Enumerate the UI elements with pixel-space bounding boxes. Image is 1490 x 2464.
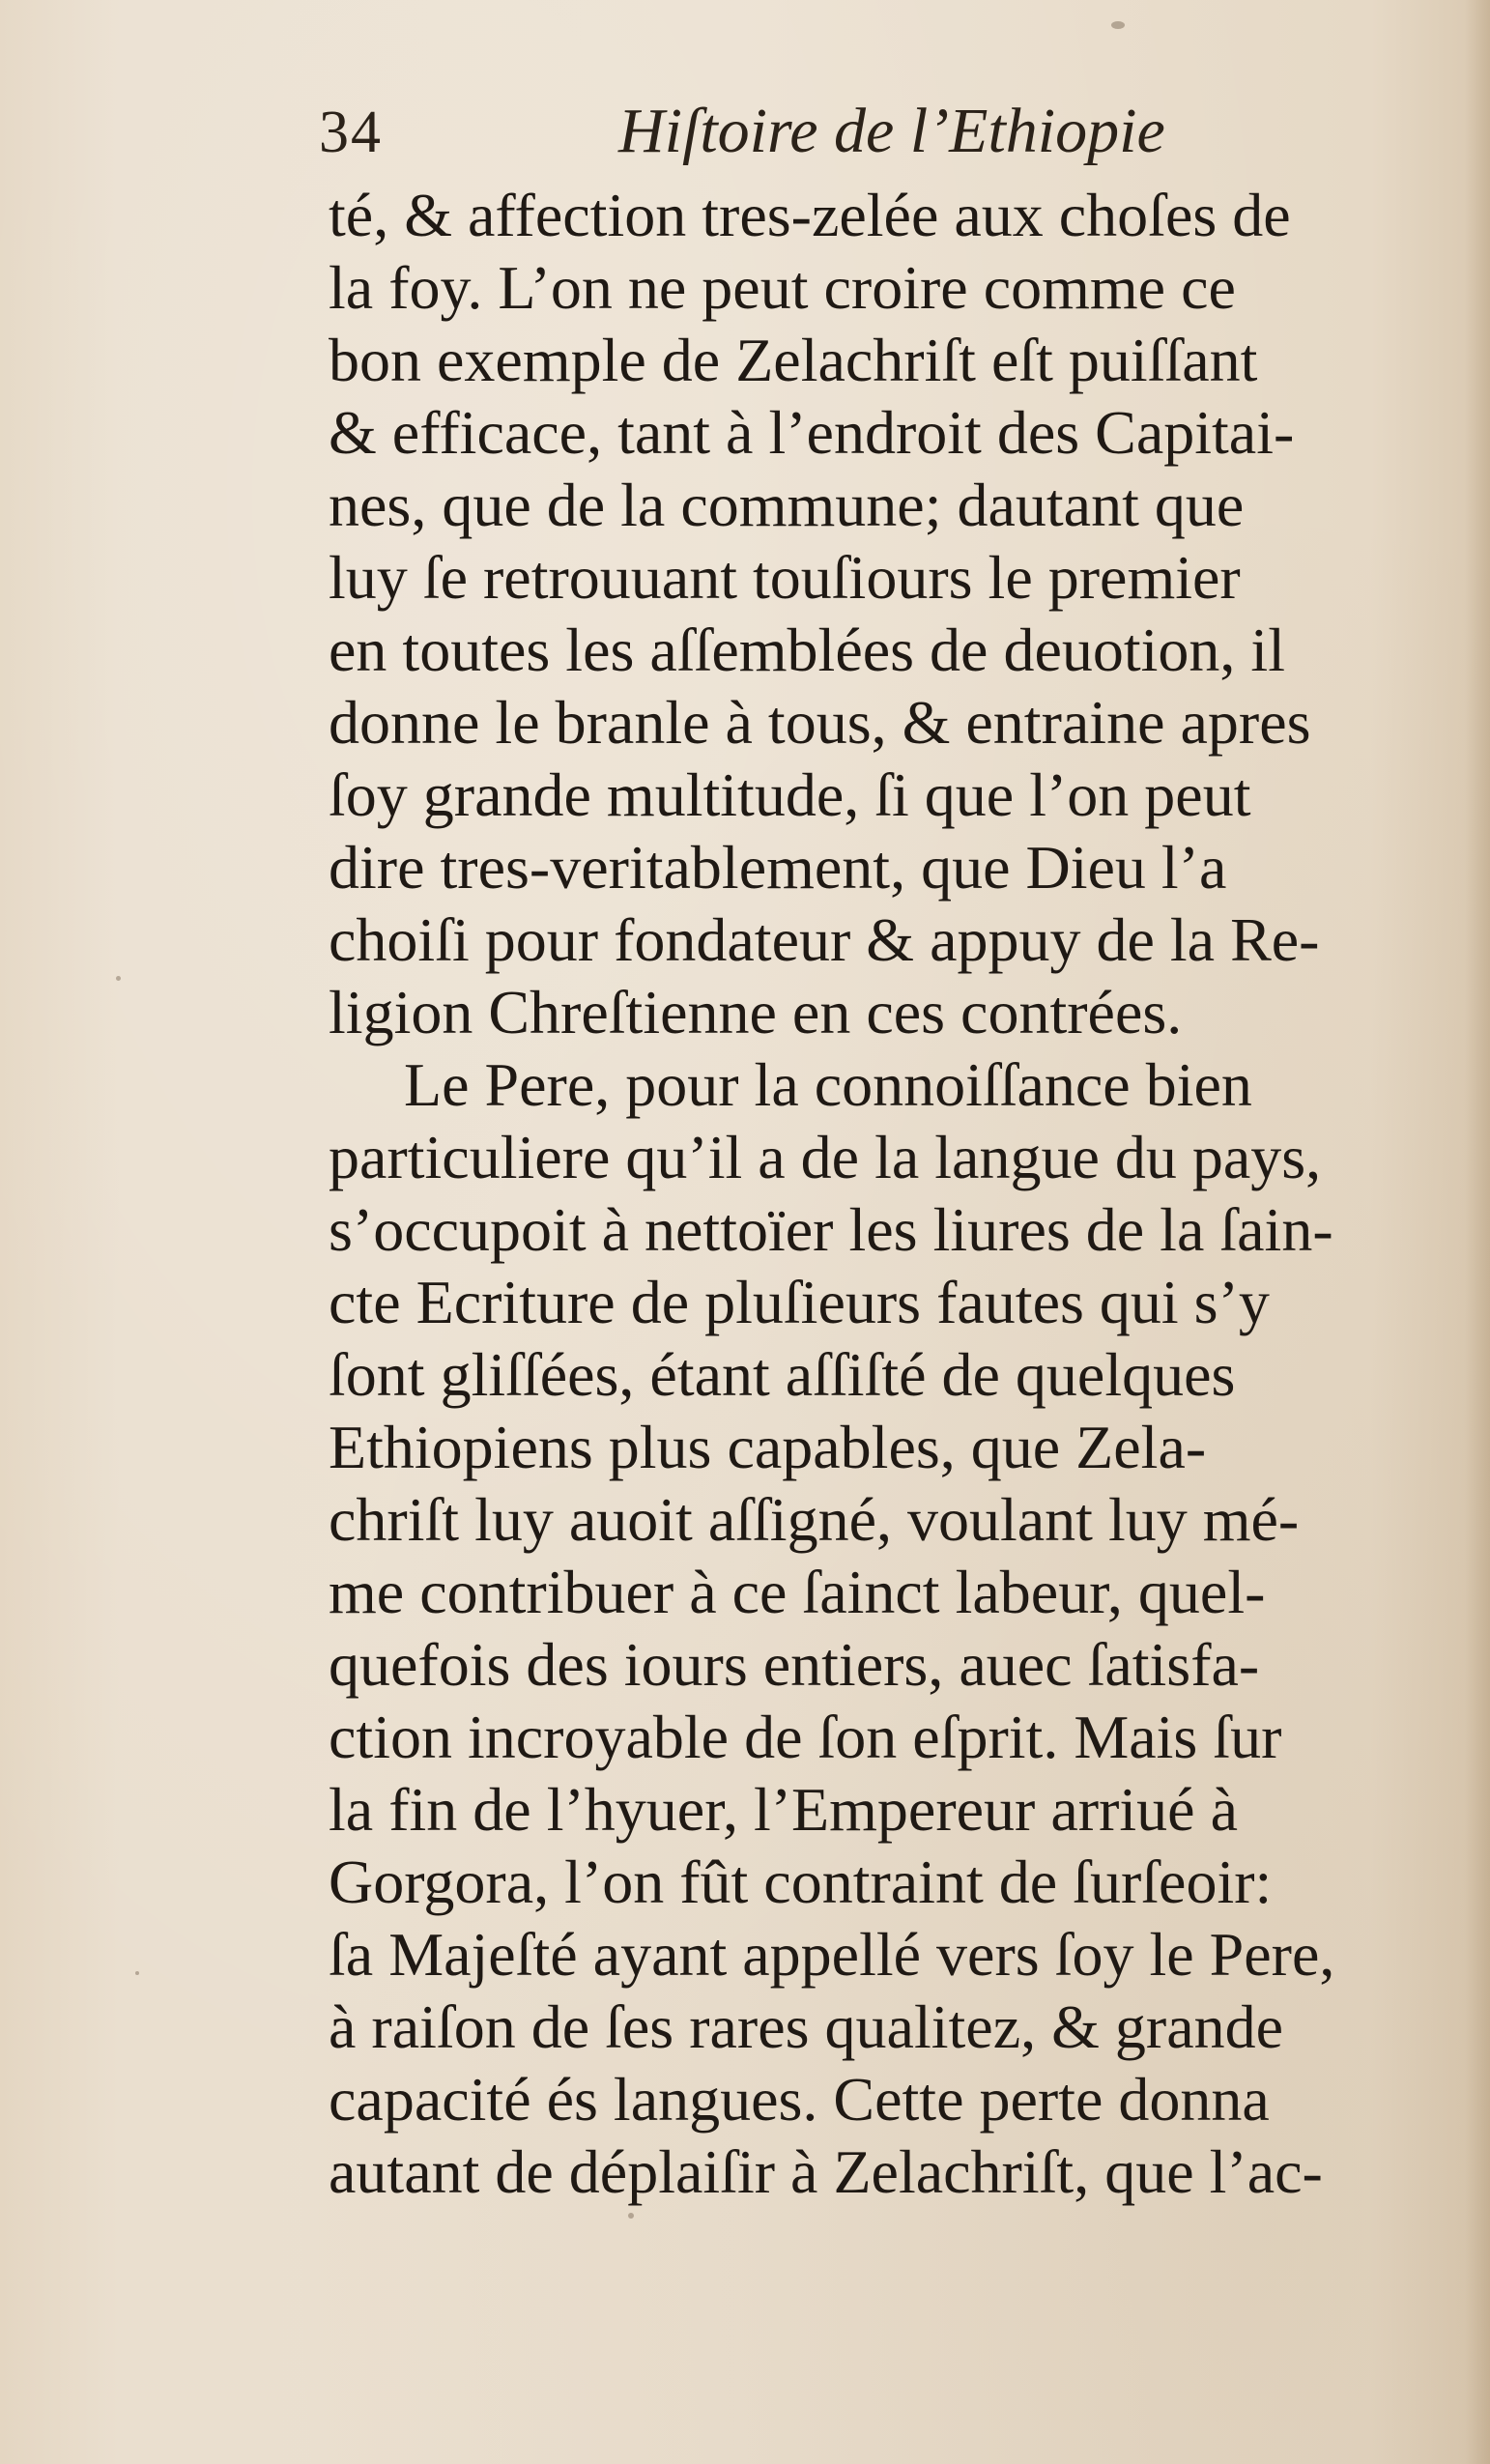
text-line: Ethiopiens plus capables, que Zela- xyxy=(329,1413,1207,1481)
text-line: ſa Majeſté ayant appellé vers ſoy le Pere, xyxy=(329,1920,1335,1989)
text-line: ſont gliſſées, étant aſſiſté de quelques xyxy=(329,1340,1236,1409)
text-line: luy ſe retrouuant touſiours le premier xyxy=(329,543,1241,612)
text-line: autant de déplaiſir à Zelachriſt, que l’ac- xyxy=(329,2137,1323,2206)
paper-speck xyxy=(135,1971,139,1975)
text-line: particuliere qu’il a de la langue du pays, xyxy=(329,1123,1322,1191)
page-number: 34 xyxy=(319,100,383,165)
paragraph-end-line: ligion Chreſtienne en ces contrées. xyxy=(329,978,1183,1046)
text-line: cte Ecriture de pluſieurs fautes qui s’y xyxy=(329,1268,1270,1336)
text-line: me contribuer à ce ſainct labeur, quel- xyxy=(329,1558,1266,1626)
body-text xyxy=(329,179,1335,2208)
text-line: nes, que de la commune; dautant que xyxy=(329,471,1245,539)
text-line: s’occupoit à nettoïer les liures de la ſain- xyxy=(329,1195,1333,1264)
text-line: té, & affection tres-zelée aux choſes de xyxy=(329,181,1291,249)
page-edge-shadow xyxy=(1465,0,1490,2464)
text-line: & efficace, tant à l’endroit des Capitai- xyxy=(329,398,1295,467)
text-line: la fin de l’hyuer, l’Empereur arriué à xyxy=(329,1775,1238,1844)
text-line: capacité és langues. Cette perte donna xyxy=(329,2065,1270,2134)
text-line: dire tres-veritablement, que Dieu l’a xyxy=(329,833,1227,902)
text-line: ſoy grande multitude, ſi que l’on peut xyxy=(329,760,1251,829)
text-line: choiſi pour fondateur & appuy de la Re- xyxy=(329,905,1320,974)
text-line: la foy. L’on ne peut croire comme ce xyxy=(329,253,1236,322)
text-line: à raiſon de ſes rares qualitez, & grande xyxy=(329,1992,1283,2061)
paragraph-start-line: Le Pere, pour la connoiſſance bien xyxy=(404,1050,1252,1119)
text-line: donne le branle à tous, & entraine apres xyxy=(329,688,1311,757)
text-line: Gorgora, l’on fût contraint de ſurſeoir: xyxy=(329,1848,1273,1916)
paper-speck xyxy=(628,2213,634,2219)
text-line: quefois des iours entiers, auec ſatisfa- xyxy=(329,1630,1260,1699)
paper-speck xyxy=(1111,21,1125,29)
text-line: bon exemple de Zelachriſt eſt puiſſant xyxy=(329,326,1258,394)
text-line: en toutes les aſſemblées de deuotion, il xyxy=(329,616,1285,684)
text-line: ction incroyable de ſon eſprit. Mais ſur xyxy=(329,1703,1282,1771)
text-line: chriſt luy auoit aſſigné, voulant luy mé- xyxy=(329,1485,1300,1554)
page-header xyxy=(319,89,1169,176)
running-title: Hiſtoire de l’Ethiopie xyxy=(618,96,1165,166)
paper-speck xyxy=(116,976,121,981)
